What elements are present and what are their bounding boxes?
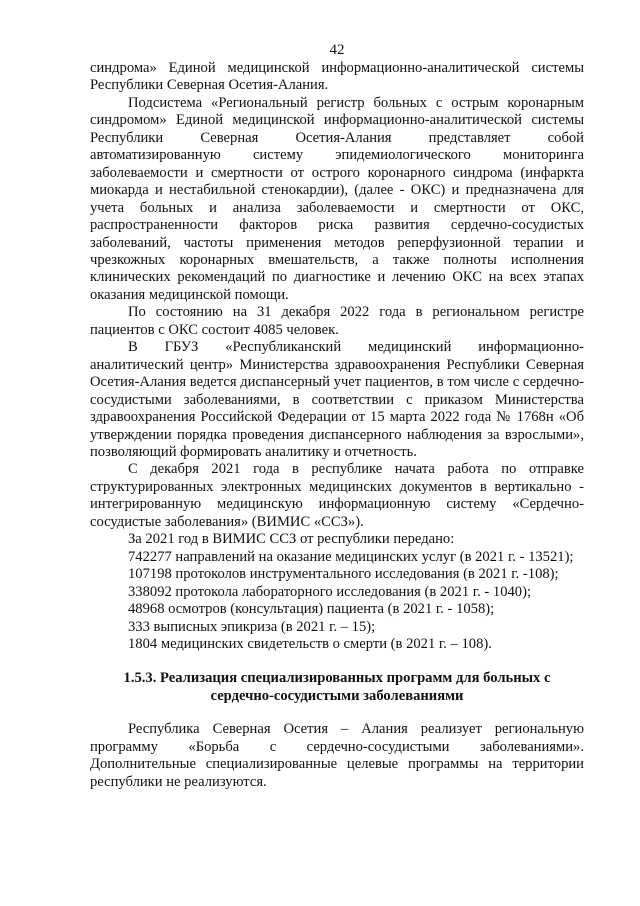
paragraph-vimis-start: С декабря 2021 года в республике начата работа по отправке структурированных электронных медицинских документов в вертикально - интегрированную медицинскую информационную систему «Сердечно-сосудистые заболевания» (ВИМИС «ССЗ»).: [90, 461, 584, 530]
paragraph-registry-count: По состоянию на 31 декабря 2022 года в региональном регистре пациентов с ОКС состоит 4085 человек.: [90, 304, 584, 338]
section-heading: [90, 670, 584, 705]
document-body: [90, 60, 584, 791]
paragraph-dispensary-records: В ГБУЗ «Республиканский медицинский информационно-аналитический центр» Министерства здравоохранения Республики Северная Осетия-Алания ведется диспансерный учет пациентов, в том числе с сердечно-сосудистыми заболеваниями, в соответствии с приказом Министерства здравоохранения Российской Федерации от 15 марта 2022 года № 1768н «Об утверждении порядка проведения диспансерного наблюдения за взрослыми», позволяющий формировать аналитику и отчетность.: [90, 339, 584, 460]
list-item: 338092 протокола лабораторного исследования (в 2021 г. - 1040);: [128, 583, 532, 600]
list-item: 742277 направлений на оказание медицинских услуг (в 2021 г. - 13521);: [128, 548, 574, 565]
list-item: 1804 медицинских свидетельств о смерти (в 2021 г. – 108).: [128, 635, 492, 652]
paragraph-regional-program: Республика Северная Осетия – Алания реализует региональную программу «Борьба с сердечно-сосудистыми заболеваниями». Дополнительные специализированные целевые программы на территории республики не реализуются.: [90, 721, 584, 790]
section-heading-line-2: сердечно-сосудистыми заболеваниями: [210, 687, 464, 704]
paragraph-vimis-transferred: За 2021 год в ВИМИС ССЗ от республики передано:: [128, 531, 455, 548]
list-item: 48968 осмотров (консультация) пациента (в 2021 г. - 1058);: [128, 601, 495, 618]
page-number: 42: [329, 42, 345, 58]
paragraph-continuation: синдрома» Единой медицинской информационно-аналитической системы Республики Северная Осетия-Алания.: [90, 60, 584, 94]
list-item: 333 выписных эпикриза (в 2021 г. – 15);: [128, 618, 376, 635]
paragraph-registry-subsystem: Подсистема «Региональный регистр больных с острым коронарным синдромом» Единой медицинской информационно-аналитической системы Республики Северная Осетия-Алания представляет собой автоматизированную систему эпидемиологического мониторинга заболеваемости и смертности от острого коронарного синдрома (инфаркта миокарда и нестабильной стенокардии), (далее - ОКС) и предназначена для учета больных и анализа заболеваемости и смертности от ОКС, распространенности факторов риска развития сердечно-сосудистых заболеваний, частоты применения методов реперфузионной терапии и чрезкожных коронарных вмешательств, а также полноты исполнения клинических рекомендаций по диагностике и лечению ОКС на всех этапах оказания медицинской помощи.: [90, 94, 584, 303]
section-heading-line-1: 1.5.3. Реализация специализированных программ для больных с: [123, 670, 551, 687]
list-item: 107198 протоколов инструментального исследования (в 2021 г. -108);: [128, 566, 559, 583]
